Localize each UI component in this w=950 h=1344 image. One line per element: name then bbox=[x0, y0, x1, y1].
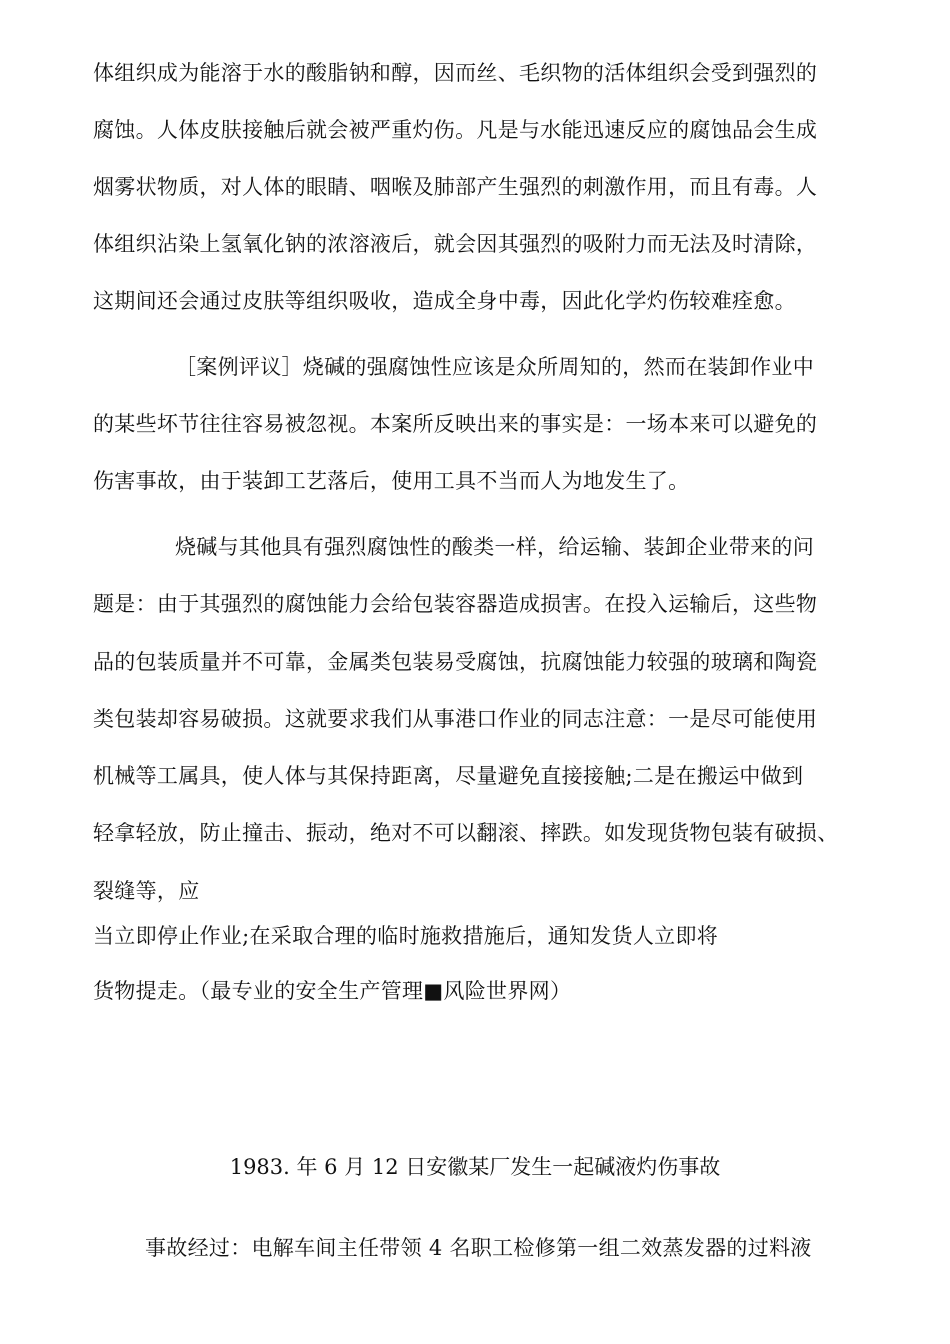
text-line: 的某些坏节往往容易被忽视。本案所反映出来的事实是：一场本来可以避免的 bbox=[93, 412, 818, 436]
text-line: 货物提走。（最专业的安全生产管理■风险世界网） bbox=[93, 979, 572, 1003]
text-line: 烧碱与其他具有强烈腐蚀性的酸类一样，给运输、装卸企业带来的问 bbox=[175, 535, 814, 559]
text-line: 当立即停止作业;在采取合理的临时施救措施后，通知发货人立即将 bbox=[93, 924, 719, 948]
text-line: ［案例评议］烧碱的强腐蚀性应该是众所周知的，然而在装卸作业中 bbox=[175, 355, 814, 379]
text-line: 体组织成为能溶于水的酸脂钠和醇，因而丝、毛织物的活体组织会受到强烈的 bbox=[93, 61, 818, 85]
text-line: 题是：由于其强烈的腐蚀能力会给包装容器造成损害。在投入运输后，这些物 bbox=[93, 592, 818, 616]
text-line: 烟雾状物质，对人体的眼睛、咽喉及肺部产生强烈的刺激作用，而且有毒。人 bbox=[93, 175, 818, 199]
text-line: 体组织沾染上氢氧化钠的浓溶液后，就会因其强烈的吸附力而无法及时清除， bbox=[93, 232, 818, 256]
text-line: 机械等工属具，使人体与其保持距离，尽量避免直接接触;二是在搬运中做到 bbox=[93, 764, 804, 788]
text-line: 类包装却容易破损。这就要求我们从事港口作业的同志注意：一是尽可能使用 bbox=[93, 707, 818, 731]
text-line: 这期间还会通过皮肤等组织吸收，造成全身中毒，因此化学灼伤较难痊愈。 bbox=[93, 289, 796, 313]
text-line: 伤害事故，由于装卸工艺落后，使用工具不当而人为地发生了。 bbox=[93, 469, 690, 493]
text-line: 裂缝等，应 bbox=[93, 879, 200, 903]
text-line: 轻拿轻放，防止撞击、振动，绝对不可以翻滚、摔跌。如发现货物包装有破损、 bbox=[93, 821, 839, 845]
text-line: 品的包装质量并不可靠，金属类包装易受腐蚀，抗腐蚀能力较强的玻璃和陶瓷 bbox=[93, 650, 818, 674]
section-title: 1983. 年 6 月 12 日安徽某厂发生一起碱液灼伤事故 bbox=[229, 1155, 721, 1179]
section-first-line: 事故经过：电解车间主任带领 4 名职工检修第一组二效蒸发器的过料液 bbox=[145, 1236, 812, 1260]
text-line: 腐蚀。人体皮肤接触后就会被严重灼伤。凡是与水能迅速反应的腐蚀品会生成 bbox=[93, 118, 818, 142]
